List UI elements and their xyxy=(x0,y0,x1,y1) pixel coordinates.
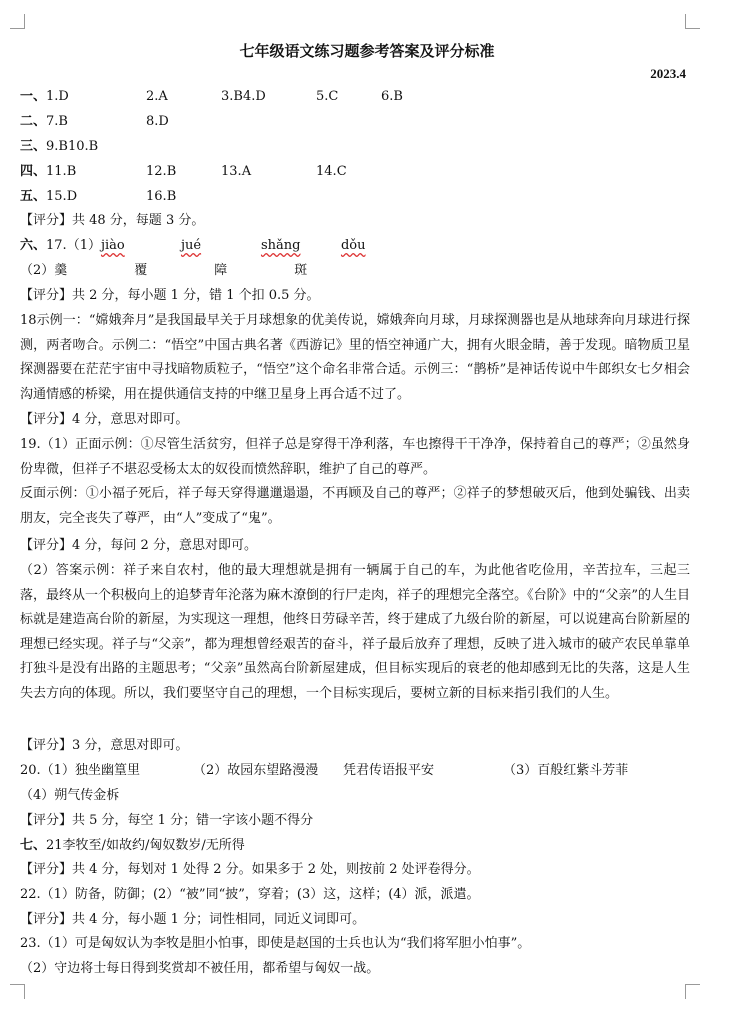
answer-item: 8.D xyxy=(146,114,169,129)
page-title: 七年级语文练习题参考答案及评分标准 xyxy=(239,42,495,60)
q21-row xyxy=(20,837,690,855)
corner-mark-bottom-right xyxy=(685,984,700,999)
answer-item: 2.A xyxy=(146,89,168,104)
answer-item: 1.D xyxy=(46,89,69,104)
answer-item: 3.B4.D xyxy=(221,89,266,104)
answer-item: 12.B xyxy=(146,164,177,179)
corner-mark-bottom-left xyxy=(10,984,25,999)
q20-row-2: （4）朔气传金柝 xyxy=(20,788,120,803)
score-19-1: 【评分】4 分，每问 2 分，意思对即可。 xyxy=(20,538,257,553)
q17-2-prefix: （2） xyxy=(20,263,55,278)
q17-prefix: 17.（1） xyxy=(46,238,101,253)
answer-item: 13.A xyxy=(221,164,252,179)
section-label: 七、 xyxy=(20,838,47,853)
q23-2-answer: （2）守边将士每日得到奖赏却不被任用，都希望与匈奴一战。 xyxy=(20,961,380,976)
score-18: 【评分】4 分，意思对即可。 xyxy=(20,412,189,427)
q20-prefix: 20.（1） xyxy=(20,763,75,778)
q23-1-answer: 23.（1）可是匈奴认为李牧是胆小怕事，即使是赵国的士兵也认为“我们将军胆小怕事”。 xyxy=(20,936,531,951)
pinyin-answer: shǎng xyxy=(260,238,301,253)
hanzi-answer: 障 xyxy=(214,263,228,278)
section-2-row xyxy=(20,113,690,131)
hanzi-answer: 覆 xyxy=(134,263,148,278)
q17-2-row xyxy=(20,262,690,280)
answer-item: 11.B xyxy=(46,164,77,179)
section-label: 一、 xyxy=(20,89,47,104)
corner-mark-top-right xyxy=(685,14,700,29)
answer-item: 9.B10.B xyxy=(46,139,99,154)
poem-answer: 凭君传语报平安 xyxy=(342,763,434,778)
answer-item: 6.B xyxy=(381,89,403,104)
pinyin-answer: jiào xyxy=(100,238,125,253)
date: 2023.4 xyxy=(650,66,686,81)
q21-answer: 21李牧至/如故约/匈奴数岁/无所得 xyxy=(46,838,245,853)
score-20: 【评分】共 5 分，每空 1 分；错一字该小题不得分 xyxy=(20,813,314,828)
pinyin-answer: dǒu xyxy=(340,238,366,253)
corner-mark-top-left xyxy=(10,14,25,29)
section-1-row xyxy=(20,88,690,106)
pinyin-answer: jué xyxy=(180,238,202,253)
score-21: 【评分】共 4 分，每划对 1 处得 2 分。如果多于 2 处，则按前 2 处评卷得分。 xyxy=(20,862,480,877)
section-label: 二、 xyxy=(20,114,47,129)
answer-item: 16.B xyxy=(146,189,177,204)
q19-2-answer: （2）答案示例：祥子来自农村，他的最大理想就是拥有一辆属于自己的车，为此他省吃俭用，辛苦拉车，三起三落，最终从一个积极向上的追梦青年沦落为麻木潦倒的行尸走肉，祥子的理想完全落空。《台阶》中的“父亲”的人生目标就是建造高台阶的新屋，为实现这一理想，他终日劳碌辛苦，终于建成了九级台阶的新屋，可以说建高台阶新屋的理想已经实现。祥子与“父亲”，都为理想曾经艰苦的奋斗，祥子最后放弃了理想，反映了进入城市的破产农民单靠单打独斗是没有出路的主题思考；“父亲”虽然高台阶新屋建成，但目标实现后的衰老的他却感到无比的失落，这是人生失去方向的体现。所以，我们要坚守自己的理想，一个目标实现后，要树立新的目标来指引我们的人生。 xyxy=(20,563,690,701)
q20-row xyxy=(20,762,690,780)
section-5-row xyxy=(20,188,690,206)
q19-1-answer: 19.（1）正面示例：①尽管生活贫穷，但祥子总是穿得干净利落，车也擦得干干净净，保持着自己的尊严；②虽然身份卑微，但祥子不堪忍受杨太太的奴役而愤然辞职，维护了自己的尊严。 xyxy=(20,437,690,477)
score-19-2: 【评分】3 分，意思对即可。 xyxy=(20,738,189,753)
score-17: 【评分】共 2 分，每小题 1 分，错 1 个扣 0.5 分。 xyxy=(20,288,320,303)
poem-answer: （3）百般红紫斗芳菲 xyxy=(502,763,629,778)
answer-item: 14.C xyxy=(316,164,347,179)
hanzi-answer: 羹 xyxy=(54,263,68,278)
section-3-row xyxy=(20,138,690,156)
answer-item: 7.B xyxy=(46,114,68,129)
q19-1-counter-answer: 反面示例：①小福子死后，祥子每天穿得邋邋遢遢，不再顾及自己的尊严；②祥子的梦想破灭后，他到处骗钱、出卖朋友，完全丧失了尊严，由“人”变成了“鬼”。 xyxy=(20,486,690,526)
q22-answer: 22.（1）防备，防御；(2）“被”同“披”，穿着；(3）这，这样；(4）派，派遣。 xyxy=(20,887,480,902)
hanzi-answer: 斑 xyxy=(294,263,308,278)
section-6-row xyxy=(20,237,690,255)
answer-item: 15.D xyxy=(46,189,78,204)
poem-answer: （2）故园东望路漫漫 xyxy=(192,763,319,778)
section-label: 三、 xyxy=(20,139,47,154)
poem-answer: 独坐幽篁里 xyxy=(74,763,140,778)
section-label: 六、 xyxy=(20,238,47,253)
score-mc: 【评分】共 48 分，每题 3 分。 xyxy=(20,213,205,228)
answer-item: 5.C xyxy=(316,89,339,104)
section-label: 五、 xyxy=(20,189,47,204)
section-4-row xyxy=(20,163,690,181)
score-22: 【评分】共 4 分，每小题 1 分；词性相同，同近义词即可。 xyxy=(20,912,366,927)
q18-answer: 18示例一：“嫦娥奔月”是我国最早关于月球想象的优美传说，嫦娥奔向月球，月球探测器也是从地球奔向月球进行探测，两者吻合。示例二：“悟空”中国古典名著《西游记》里的悟空神通广大，拥有火眼金睛，善于发现。暗物质卫星探测器要在茫茫宇宙中寻找暗物质粒子，“悟空”这个命名非常合适。示例三：“鹊桥”是神话传说中牛郎织女七夕相会沟通情感的桥梁，用在提供通信支持的中继卫星身上再合适不过了。 xyxy=(20,313,690,402)
section-label: 四、 xyxy=(20,164,47,179)
